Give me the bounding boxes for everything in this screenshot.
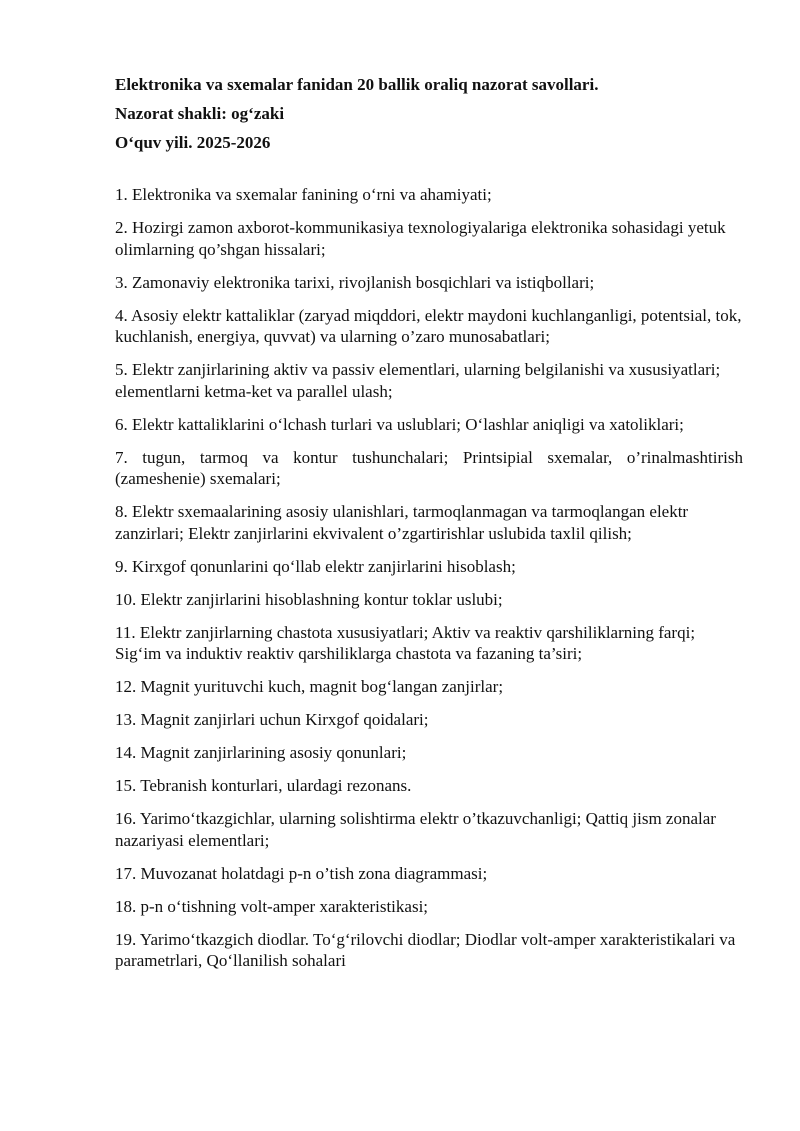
question-item: 11. Elektr zanjirlarning chastota xususiyatlari; Aktiv va reaktiv qarshiliklarning farqi; Sig‘im va induktiv reaktiv qarshiliklarga chastota va fazaning ta’siri; [115, 622, 696, 663]
question-item: 3. Zamonaviy elektronika tarixi, rivojlanish bosqichlari va istiqbollari; [115, 272, 595, 292]
question-item: 18. p-n o‘tishning volt-amper xarakteristikasi; [115, 896, 429, 916]
question-item: 4. Asosiy elektr kattaliklar (zaryad miqddori, elektr maydoni kuchlanganligi, potentsial, tok, kuchlanish, energiya, quvvat) va ularning o’zaro munosabatlari; [115, 305, 742, 346]
question-item: 9. Kirxgof qonunlarini qo‘llab elektr zanjirlarini hisoblash; [115, 556, 516, 576]
control-form: Nazorat shakli: og‘zaki [115, 104, 285, 123]
question-item: 16. Yarimo‘tkazgichlar, ularning solishtirma elektr o’tkazuvchanligi; Qattiq jism zonalar nazariyasi elementlari; [115, 809, 716, 850]
document-page [115, 74, 743, 983]
question-item: 17. Muvozanat holatdagi p-n o’tish zona diagrammasi; [115, 863, 488, 883]
question-item: 7. tugun, tarmoq va kontur tushunchalari; Printsipial sxemalar, o’rinalmashtirish (zameshenie) sxemalari; [115, 447, 743, 488]
question-item: 1. Elektronika va sxemalar fanining o‘rni va ahamiyati; [115, 185, 492, 204]
academic-year: O‘quv yili. 2025-2026 [115, 133, 271, 152]
document-title: Elektronika va sxemalar fanidan 20 ballik oraliq nazorat savollari. [115, 75, 599, 94]
question-item: 5. Elektr zanjirlarining aktiv va passiv elementlari, ularning belgilanishi va xususiyatlari; elementlarni ketma-ket va parallel ulash; [115, 360, 721, 401]
question-item: 15. Tebranish konturlari, ulardagi rezonans. [115, 776, 412, 795]
question-list [115, 184, 743, 972]
question-item: 8. Elektr sxemaalarining asosiy ulanishlari, tarmoqlanmagan va tarmoqlangan elektr zanzirlari; Elektr zanjirlarini ekvivalent o’zgartirishlar uslubida taxlil qilish; [115, 502, 689, 543]
question-item: 2. Hozirgi zamon axborot-kommunikasiya texnologiyalariga elektronika sohasidagi yetuk olimlarning qo’shgan hissalari; [115, 218, 726, 259]
question-item: 12. Magnit yurituvchi kuch, magnit bog‘langan zanjirlar; [115, 677, 504, 696]
question-item: 10. Elektr zanjirlarini hisoblashning kontur toklar uslubi; [115, 589, 503, 609]
question-item: 14. Magnit zanjirlarining asosiy qonunlari; [115, 743, 407, 762]
question-item: 13. Magnit zanjirlari uchun Kirxgof qoidalari; [115, 710, 429, 729]
question-item: 19. Yarimo‘tkazgich diodlar. To‘g‘rilovchi diodlar; Diodlar volt-amper xarakteristikalari va parametrlari, Qo‘llanilish sohalari [115, 929, 736, 970]
question-item: 6. Elektr kattaliklarini o‘lchash turlari va uslublari; O‘lashlar aniqligi va xatoliklari; [115, 414, 684, 434]
